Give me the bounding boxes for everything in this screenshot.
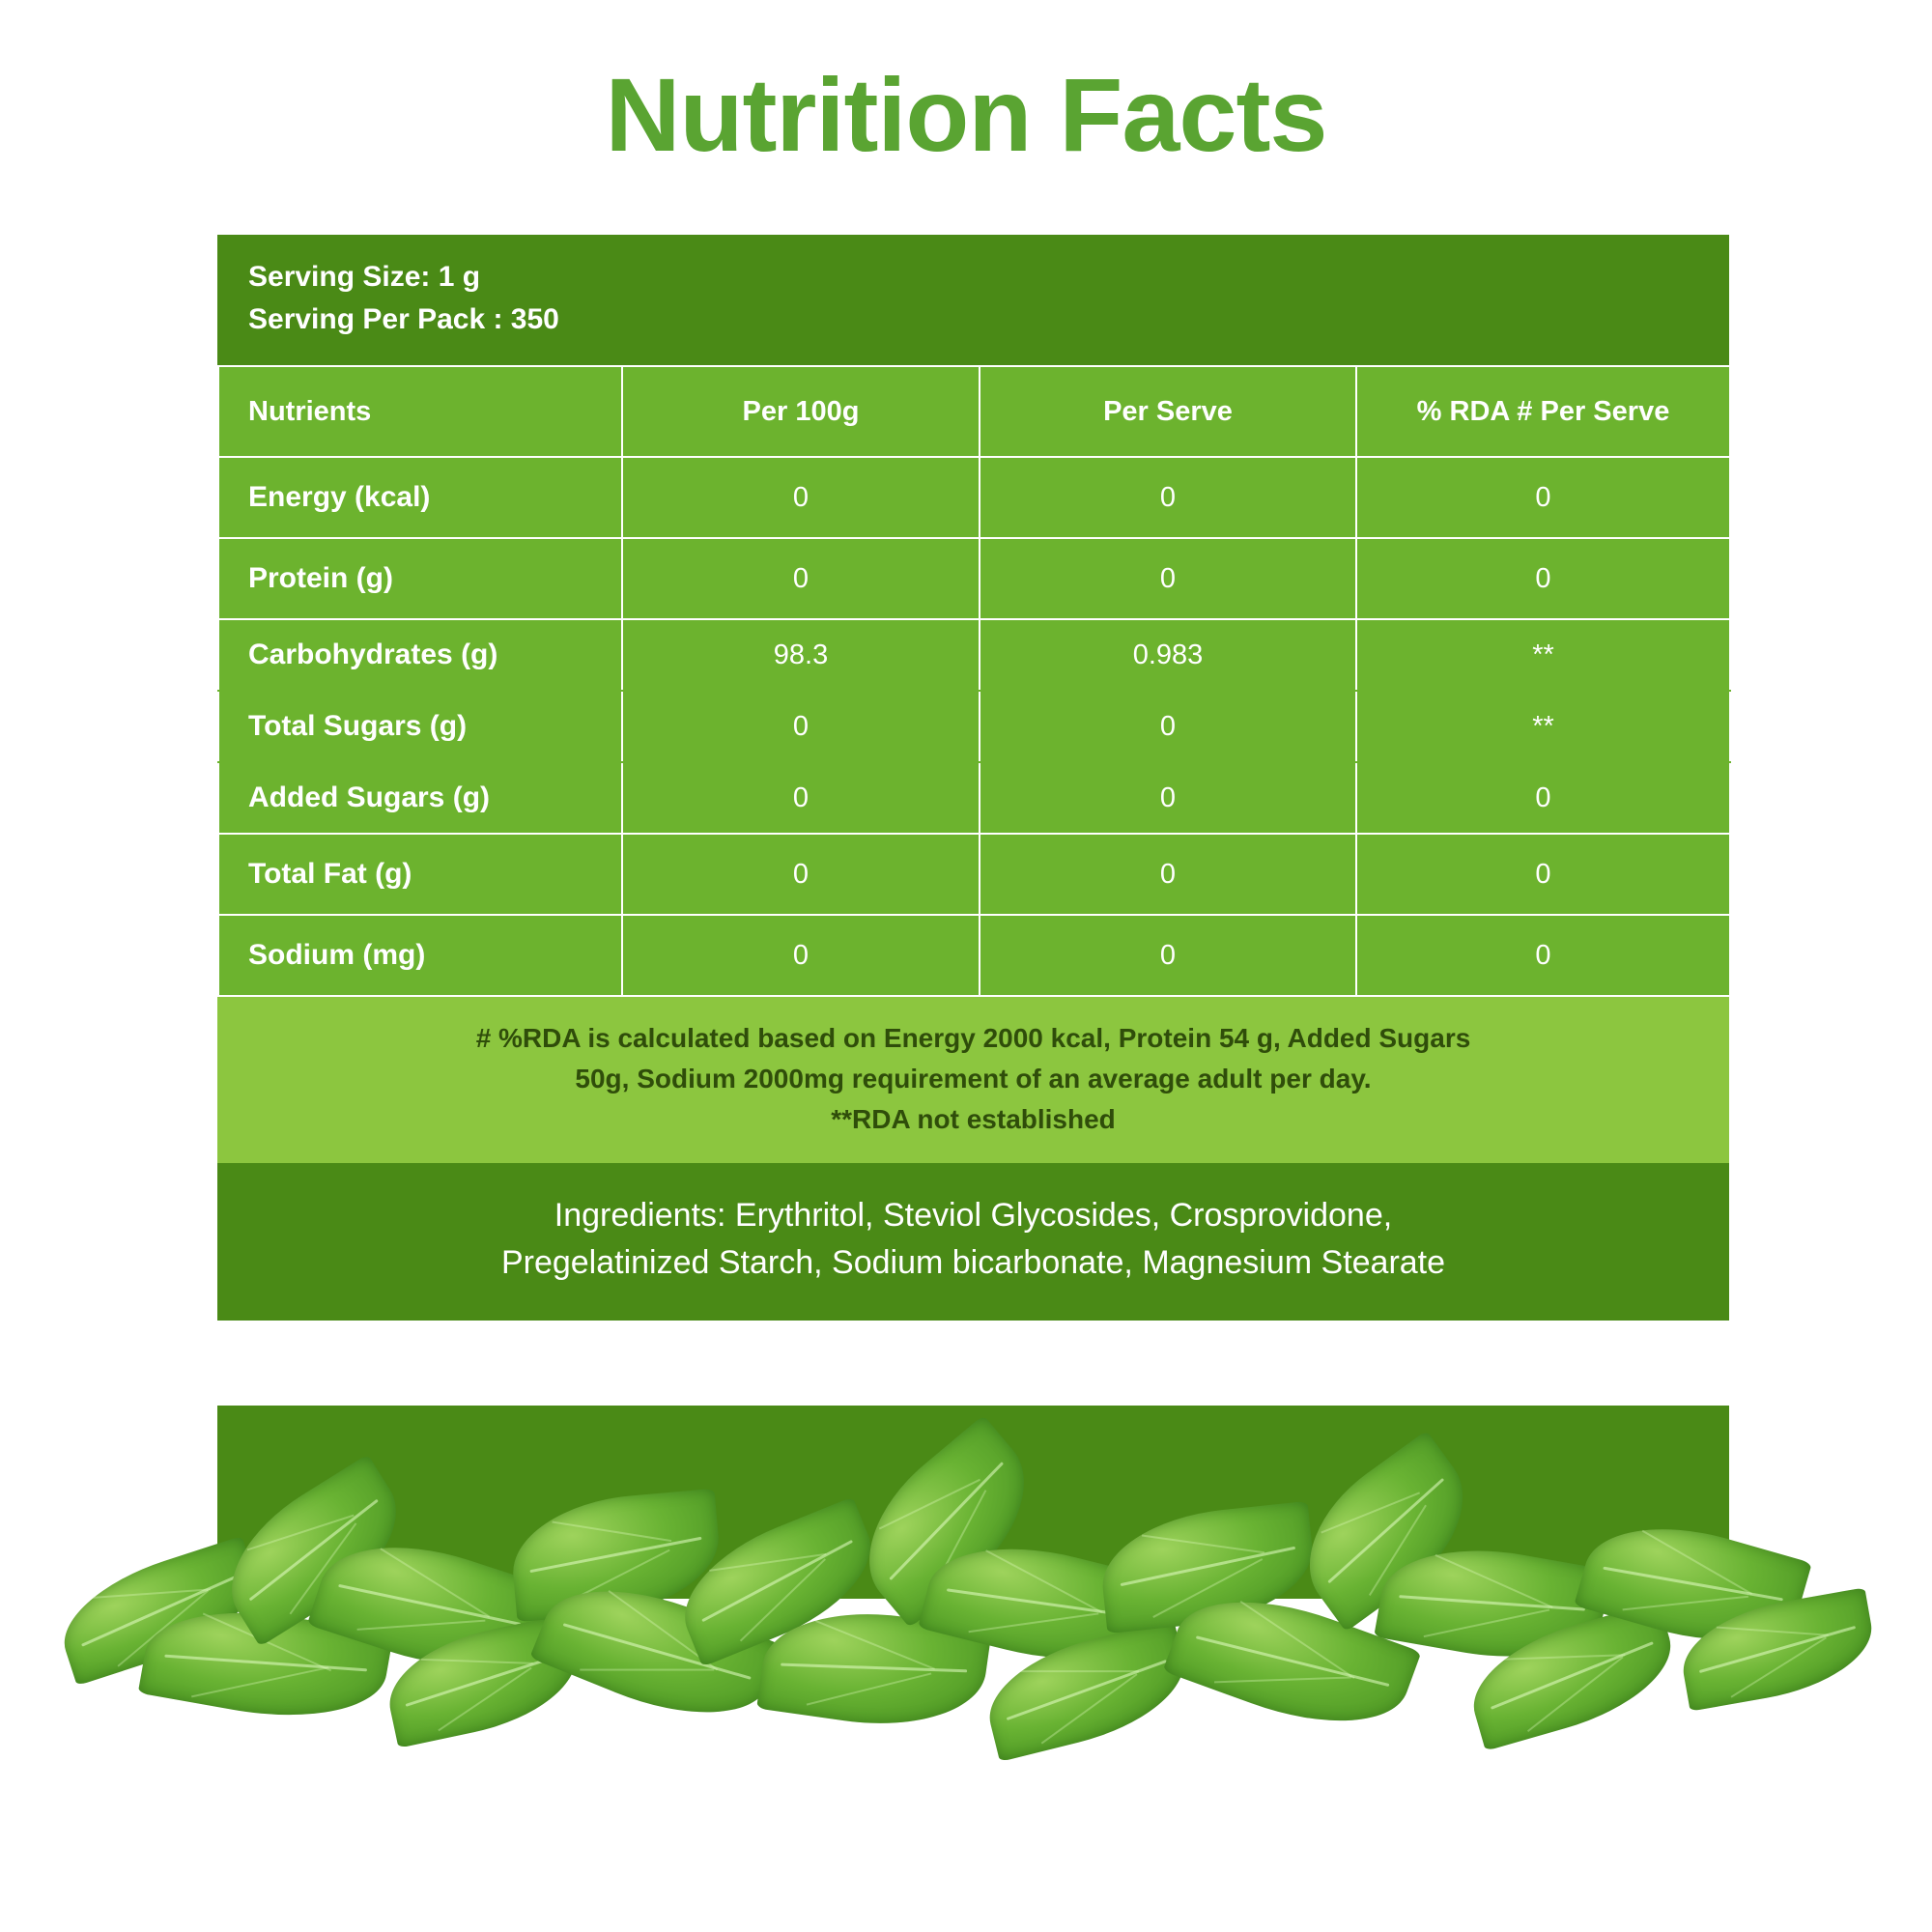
total-fat-rda: 0 (1356, 834, 1730, 915)
table-row (218, 834, 1730, 915)
column-header-per-serve: Per Serve (980, 366, 1356, 457)
serving-size-text: Serving Size: 1 g (248, 261, 481, 293)
column-header-rda-per-serve: % RDA # Per Serve (1356, 366, 1730, 457)
added-sugars-per-serve: 0 (980, 762, 1356, 834)
sodium-rda: 0 (1356, 915, 1730, 996)
leaf-icon (665, 1496, 891, 1666)
protein-rda: 0 (1356, 538, 1730, 619)
nutrition-table (217, 365, 1731, 997)
sodium-per-100g: 0 (622, 915, 980, 996)
energy-per-serve: 0 (980, 457, 1356, 538)
table-row (218, 915, 1730, 996)
leaf-icon (1574, 1503, 1812, 1665)
ingredients-backdrop-extension (217, 1406, 1729, 1599)
nutrient-name-added-sugars: Added Sugars (g) (218, 762, 622, 834)
nutrient-name-carbohydrates: Carbohydrates (g) (218, 619, 622, 691)
ingredients-section (217, 1163, 1729, 1321)
total-sugars-per-100g: 0 (622, 691, 980, 762)
ingredients-line-2: Pregelatinized Starch, Sodium bicarbonate, Magnesium Stearate (500, 1244, 1446, 1282)
ingredients-line-1: Ingredients: Erythritol, Steviol Glycosides, Crosprovidone, (554, 1197, 1393, 1234)
energy-per-100g: 0 (622, 457, 980, 538)
leaf-icon (1278, 1431, 1494, 1633)
leaf-icon (756, 1599, 992, 1740)
leaf-icon (1674, 1587, 1880, 1711)
protein-per-serve: 0 (980, 538, 1356, 619)
table-row (218, 619, 1730, 691)
serving-per-pack-text: Serving Per Pack : 350 (248, 302, 559, 335)
carbohydrates-rda: ** (1356, 619, 1730, 691)
nutrient-name-total-fat: Total Fat (g) (218, 834, 622, 915)
added-sugars-rda: 0 (1356, 762, 1730, 834)
nutrient-name-sodium: Sodium (mg) (218, 915, 622, 996)
sodium-per-serve: 0 (980, 915, 1356, 996)
leaf-icon (836, 1415, 1058, 1628)
total-sugars-rda: ** (1356, 691, 1730, 762)
leaf-icon (379, 1613, 587, 1747)
table-row (218, 691, 1730, 762)
total-fat-per-serve: 0 (980, 834, 1356, 915)
column-header-nutrients: Nutrients (218, 366, 622, 457)
energy-rda: 0 (1356, 457, 1730, 538)
table-row (218, 762, 1730, 834)
footnote-line-1: # %RDA is calculated based on Energy 2000 kcal, Protein 54 g, Added Sugars (475, 1023, 1471, 1053)
leaf-icon (204, 1454, 424, 1646)
serving-info (217, 235, 1729, 365)
carbohydrates-per-serve: 0.983 (980, 619, 1356, 691)
nutrient-name-total-sugars: Total Sugars (g) (218, 691, 622, 762)
added-sugars-per-100g: 0 (622, 762, 980, 834)
footnote-line-2: 50g, Sodium 2000mg requirement of an average adult per day. (575, 1064, 1372, 1094)
leaf-icon (1374, 1532, 1611, 1675)
leaf-icon (1096, 1501, 1320, 1634)
leaf-icon (307, 1519, 553, 1692)
protein-per-100g: 0 (622, 538, 980, 619)
page-title: Nutrition Facts (605, 56, 1327, 173)
total-fat-per-100g: 0 (622, 834, 980, 915)
total-sugars-per-serve: 0 (980, 691, 1356, 762)
nutrient-name-protein: Protein (g) (218, 538, 622, 619)
leaf-icon (918, 1524, 1164, 1683)
nutrition-panel (217, 235, 1729, 1321)
leaf-icon (1459, 1601, 1685, 1750)
footnote-line-3: **RDA not established (831, 1104, 1116, 1134)
rda-footnote (217, 997, 1729, 1163)
table-header-row (218, 366, 1730, 457)
table-row (218, 538, 1730, 619)
leaf-icon (977, 1619, 1197, 1762)
table-row (218, 457, 1730, 538)
column-header-per-100g: Per 100g (622, 366, 980, 457)
leaf-icon (507, 1489, 724, 1622)
nutrient-name-energy: Energy (kcal) (218, 457, 622, 538)
leaf-icon (529, 1559, 784, 1745)
carbohydrates-per-100g: 98.3 (622, 619, 980, 691)
leaf-icon (1163, 1571, 1422, 1751)
stevia-leaf-decoration (0, 1406, 1932, 1860)
leaf-icon (138, 1593, 393, 1735)
leaf-icon (48, 1536, 270, 1686)
